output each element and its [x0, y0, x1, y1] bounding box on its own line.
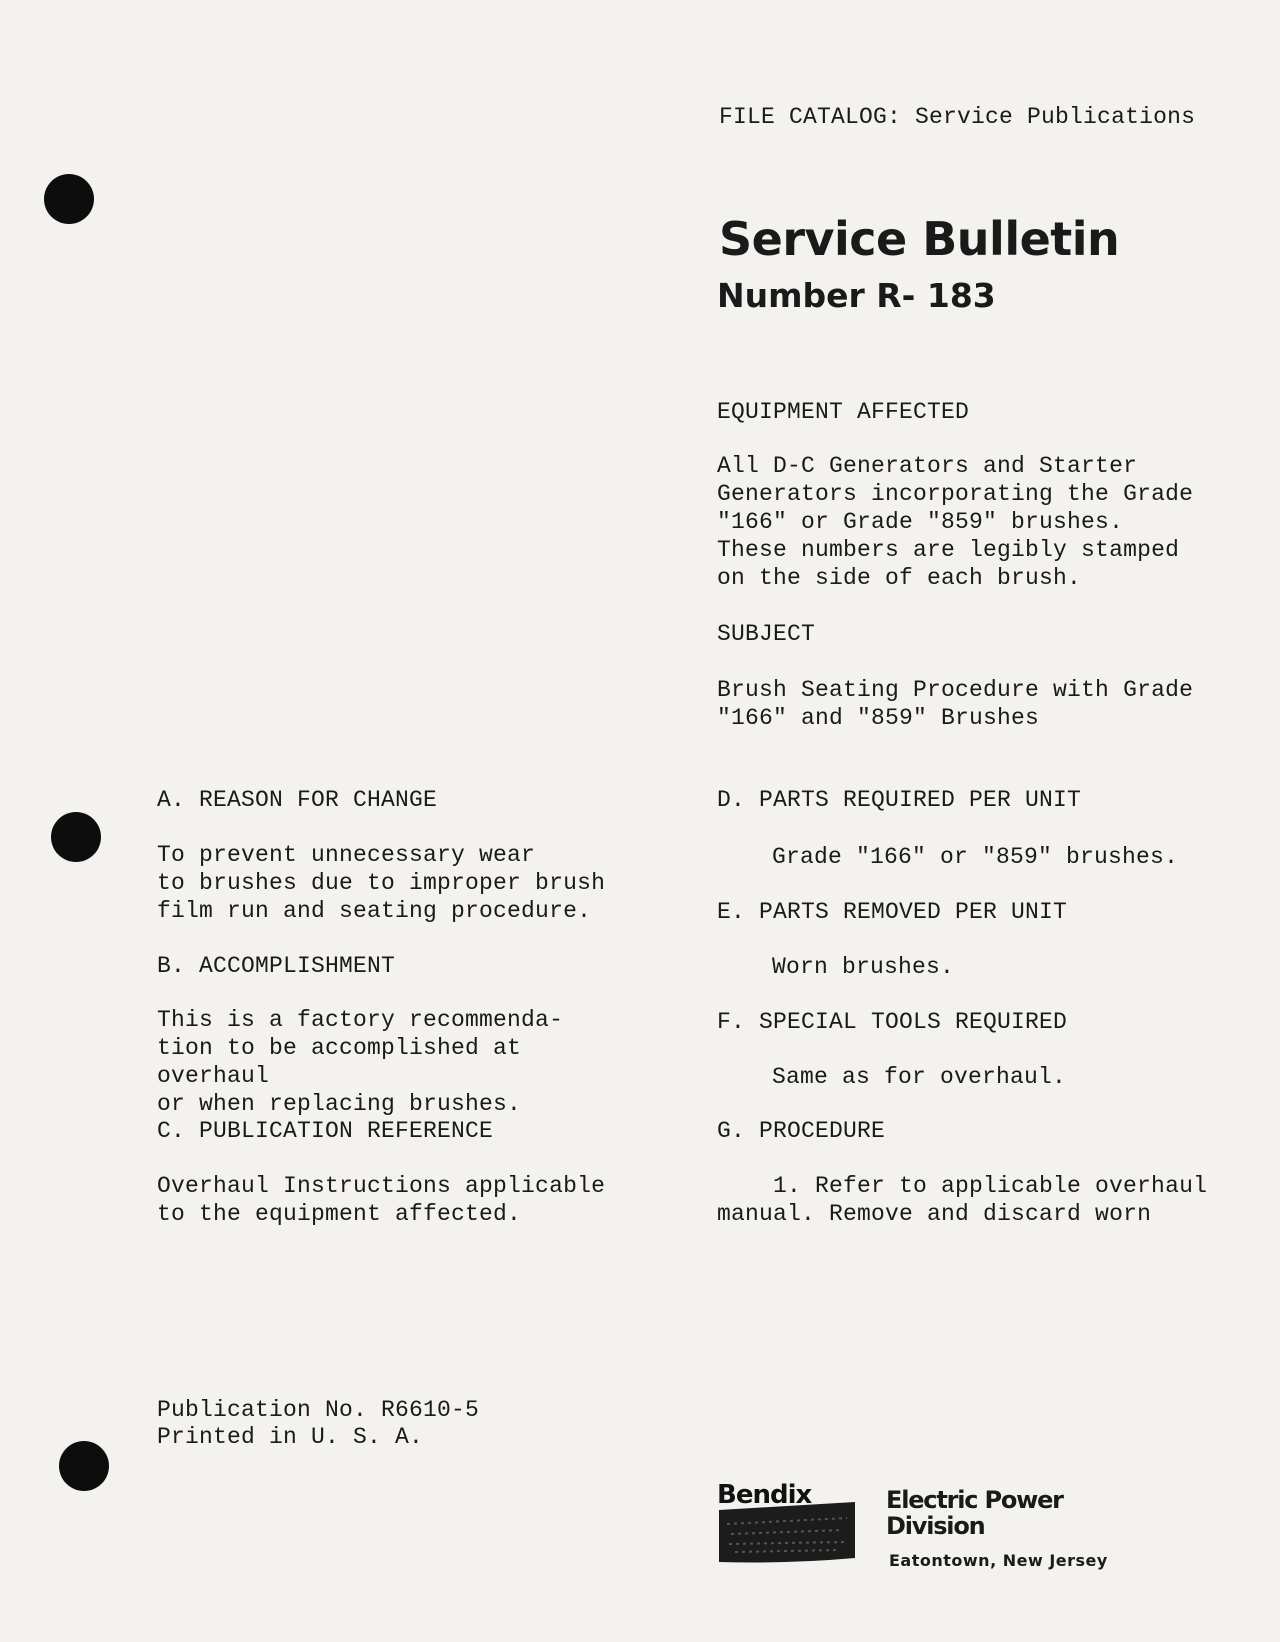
- binder-hole-bottom: [59, 1441, 109, 1491]
- division-location: Eatontown, New Jersey: [889, 1551, 1108, 1570]
- section-a-heading: A. REASON FOR CHANGE: [157, 787, 438, 813]
- equipment-text: All D-C Generators and Starter Generators incorporating the Grade "166" or Grade "859" brushes. These numbers are legibly stamped on the side of each brush.: [717, 453, 1194, 591]
- section-c-text: Overhaul Instructions applicable to the equipment affected.: [157, 1173, 606, 1227]
- bulletin-number: Number R- 183: [717, 276, 996, 315]
- section-d-text: Grade "166" or "859" brushes.: [772, 844, 1179, 870]
- division-line-2: Division: [886, 1512, 985, 1540]
- section-g-heading: G. PROCEDURE: [717, 1118, 886, 1144]
- section-g-text: 1. Refer to applicable overhaul manual. Remove and discard worn: [717, 1173, 1208, 1227]
- equipment-heading: EQUIPMENT AFFECTED: [717, 399, 970, 425]
- printed-in: Printed in U. S. A.: [157, 1424, 424, 1450]
- section-a-text: To prevent unnecessary wear to brushes due to improper brush film run and seating procedure.: [157, 842, 606, 924]
- division-line-1: Electric Power: [886, 1486, 1063, 1514]
- binder-hole-top: [44, 174, 94, 224]
- section-f-text: Same as for overhaul.: [772, 1064, 1067, 1090]
- bendix-brand: Bendix: [717, 1480, 812, 1510]
- section-c-heading: C. PUBLICATION REFERENCE: [157, 1118, 494, 1144]
- section-b-heading: B. ACCOMPLISHMENT: [157, 953, 396, 979]
- section-b-text: This is a factory recommenda- tion to be accomplished at overhaul or when replacing brushes.: [157, 1007, 564, 1117]
- section-e-text: Worn brushes.: [772, 954, 955, 980]
- section-d-heading: D. PARTS REQUIRED PER UNIT: [717, 787, 1082, 813]
- publication-number: Publication No. R6610-5: [157, 1397, 480, 1423]
- section-e-heading: E. PARTS REMOVED PER UNIT: [717, 899, 1068, 925]
- file-catalog: FILE CATALOG: Service Publications: [719, 104, 1196, 130]
- bendix-logo: [717, 1480, 857, 1566]
- subject-heading: SUBJECT: [717, 621, 816, 647]
- page-title: Service Bulletin: [719, 212, 1120, 266]
- section-f-heading: F. SPECIAL TOOLS REQUIRED: [717, 1009, 1068, 1035]
- subject-text: Brush Seating Procedure with Grade "166" and "859" Brushes: [717, 677, 1194, 731]
- binder-hole-middle: [51, 812, 101, 862]
